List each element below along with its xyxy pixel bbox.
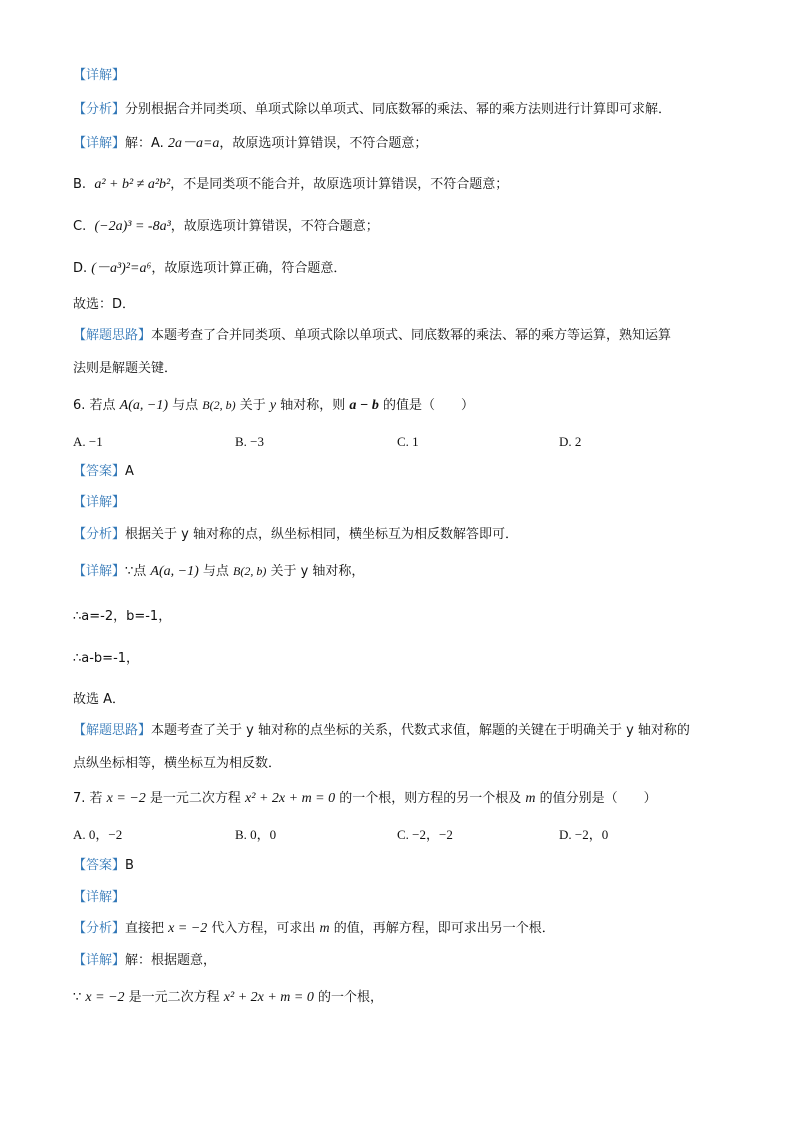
choice-line (73, 691, 125, 709)
solution-text: 是一元二次方程 (124, 990, 224, 1005)
step-line-1 (73, 608, 171, 626)
axis-var: y (269, 398, 277, 413)
think-text: 法则是解题关键． (73, 361, 178, 376)
option-prefix: D. (73, 261, 92, 276)
answer-line (73, 857, 134, 875)
stem-text: 是一元二次方程 (145, 791, 246, 806)
solution-line (73, 952, 216, 970)
analysis-text: 根据关于 y 轴对称的点，纵坐标相同，横坐标互为相反数解答即可． (125, 527, 518, 542)
solution-text: 解：根据题意， (125, 953, 217, 968)
stem-text: 的值是（ ） (378, 398, 474, 413)
solution-line-d (73, 260, 346, 278)
choice-text: 故选 A． (73, 692, 126, 707)
option-b: B. −3 (235, 434, 265, 449)
analysis-text: 分别根据合并同类项、单项式除以单项式、同底数幂的乘法、幂的乘方法则进行计算即可求解． (125, 102, 672, 117)
point-b: B(2, b) (233, 564, 267, 578)
equation: x² + 2x + m = 0 (245, 791, 336, 806)
solution-tag: 【详解】 (73, 564, 126, 579)
solution-suffix: ，故原选项计算正确，符合题意． (151, 261, 347, 276)
think-text: 本题考查了关于 y 轴对称的点坐标的关系，代数式求值，解题的关键在于明确关于 y 轴对称的 (151, 723, 690, 738)
analysis-tag: 【分析】 (73, 102, 126, 117)
step-text: ∴a=-2，b=-1， (73, 609, 172, 624)
stem-text: 6. 若点 (73, 398, 120, 413)
solution-suffix: ，不是同类项不能合并，故原选项计算错误，不符合题意； (170, 177, 509, 192)
analysis-tag: 【分析】 (73, 527, 126, 542)
detail-tag: 【详解】 (73, 890, 126, 905)
step-text: ∴a-b=-1， (73, 651, 140, 666)
stem-text: 关于 (235, 398, 270, 413)
think-tag: 【解题思路】 (73, 723, 152, 738)
var-m: m (319, 921, 330, 936)
stem-text: 与点 (168, 398, 203, 413)
solution-tag: 【详解】 (73, 953, 126, 968)
think-line-2 (73, 360, 177, 378)
detail-tag: 【详解】 (73, 495, 126, 510)
equation: x² + 2x + m = 0 (223, 990, 314, 1005)
stem-text: 7. 若 (73, 791, 107, 806)
math-expression: 2a－a=a (167, 136, 220, 151)
think-text: 点纵坐标相等，横坐标互为相反数． (73, 756, 282, 771)
root-expression: x = −2 (106, 791, 146, 806)
stem-text: 的一个根，则方程的另一个根及 (335, 791, 526, 806)
option-b: B. 0，0 (235, 827, 277, 842)
think-line-2 (73, 755, 281, 773)
analysis-tag: 【分析】 (73, 921, 126, 936)
option-d: D. 2 (559, 434, 582, 449)
option-a: A. 0，−2 (73, 827, 123, 842)
choice-text: 故选：D． (73, 297, 136, 312)
detail-heading (73, 67, 125, 85)
math-expression: (－a³)²=a⁶ (91, 261, 152, 276)
option-a: A. −1 (73, 434, 103, 449)
answer-line (73, 463, 134, 481)
step-line-2 (73, 650, 139, 668)
solution-text: 与点 (198, 564, 234, 579)
option-prefix: B. (73, 177, 91, 192)
question-6-stem (73, 396, 474, 415)
analysis-text: 代入方程，可求出 (207, 921, 320, 936)
solution-line-b (73, 176, 508, 194)
var-m: m (525, 791, 536, 806)
solution-text: 的一个根， (313, 990, 383, 1005)
solution-line-2 (73, 989, 383, 1007)
answer-tag: 【答案】 (73, 858, 126, 873)
answer-value: B (125, 858, 134, 873)
solution-prefix: 解：A. (125, 136, 168, 151)
option-prefix: C. (73, 219, 91, 234)
question-7-stem (73, 790, 657, 808)
analysis-text: 的值，再解方程，即可求出另一个根． (329, 921, 555, 936)
detail-tag: 【详解】 (73, 68, 126, 83)
solution-line-a (73, 135, 427, 153)
point-a: A(a, −1) (150, 564, 199, 579)
think-tag: 【解题思路】 (73, 328, 152, 343)
root-expression: x = −2 (85, 990, 125, 1005)
analysis-line (73, 101, 671, 119)
solution-suffix: ，故原选项计算错误，不符合题意； (219, 136, 428, 151)
solution-text: ∵ (73, 990, 86, 1005)
root-expression: x = −2 (168, 921, 208, 936)
think-line-1 (73, 722, 690, 740)
option-d: D. −2，0 (559, 827, 609, 842)
solution-suffix: ，故原选项计算错误，不符合题意； (170, 219, 379, 234)
option-c: C. 1 (397, 434, 419, 449)
detail-heading (73, 889, 125, 907)
analysis-text: 直接把 (125, 921, 169, 936)
analysis-line (73, 920, 555, 938)
think-line-1 (73, 327, 671, 345)
detail-heading (73, 494, 125, 512)
stem-text: 轴对称，则 (276, 398, 350, 413)
solution-line-c (73, 218, 379, 236)
think-text: 本题考查了合并同类项、单项式除以单项式、同底数幂的乘法、幂的乘方等运算，熟知运算 (151, 328, 672, 343)
math-expression: a² + b² ≠ a²b² (94, 177, 171, 192)
stem-text: 的值分别是（ ） (535, 791, 657, 806)
choice-line (73, 296, 135, 314)
answer-tag: 【答案】 (73, 464, 126, 479)
math-expression: (−2a)³ = -8a³ (94, 219, 171, 234)
solution-tag: 【详解】 (73, 136, 126, 151)
point-b: B(2, b) (202, 398, 236, 412)
solution-text: ∵点 (125, 564, 151, 579)
solution-line (73, 562, 364, 581)
math-expression: a − b (349, 398, 379, 413)
analysis-line (73, 526, 518, 544)
answer-value: A (125, 464, 134, 479)
solution-text: 关于 y 轴对称， (266, 564, 365, 579)
point-a: A(a, −1) (119, 398, 168, 413)
option-c: C. −2，−2 (397, 827, 453, 842)
